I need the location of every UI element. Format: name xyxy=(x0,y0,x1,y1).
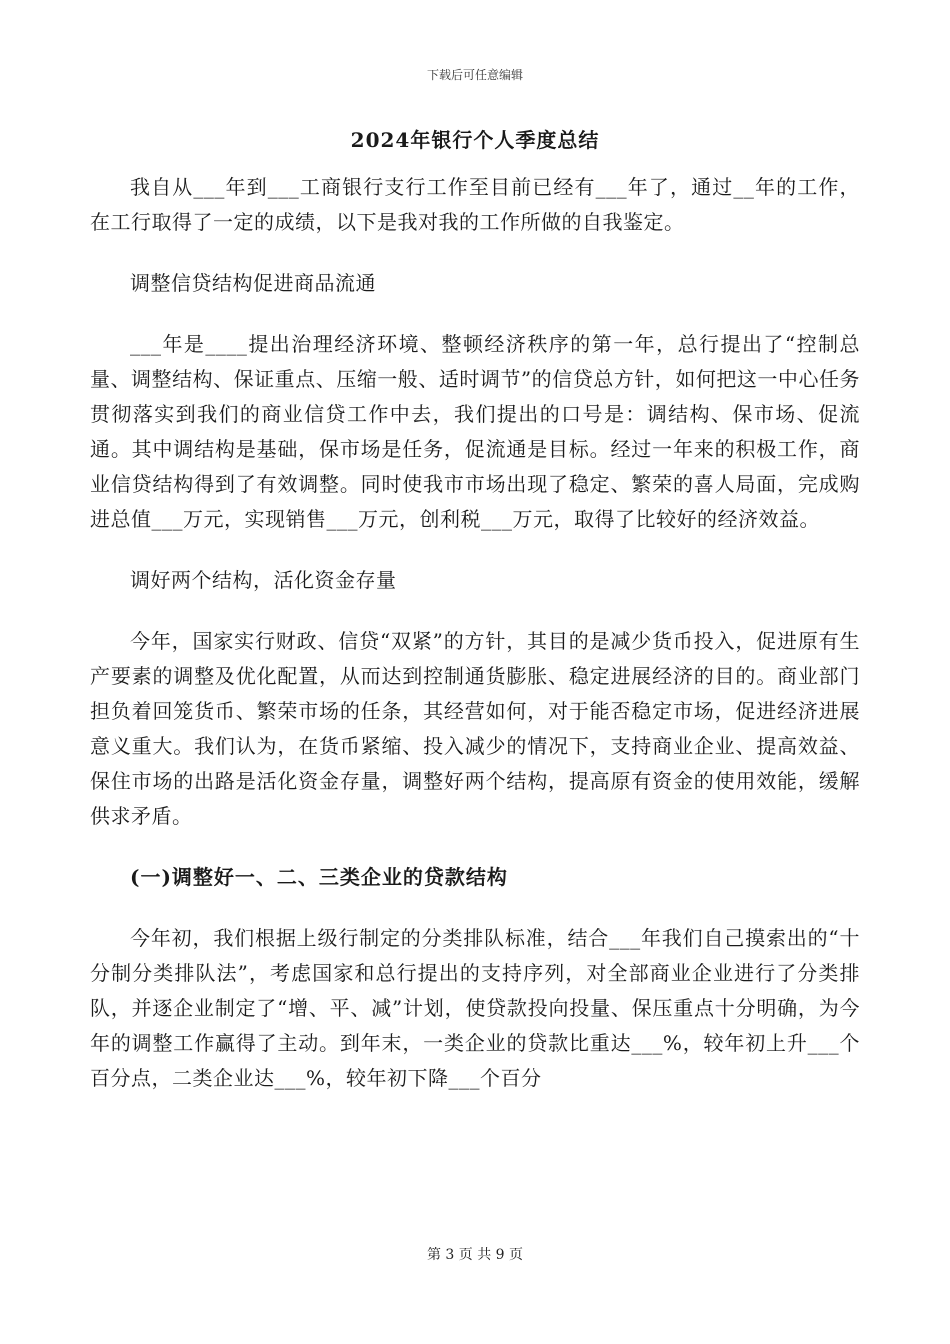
subheading-two-structures: 调好两个结构，活化资金存量 xyxy=(130,568,397,592)
paragraph-credit-policy: ___年是____提出治理经济环境、整顿经济秩序的第一年，总行提出了“控制总量、调整结构、保证重点、压缩一般、适时调节”的信贷总方针，如何把这一中心任务贯彻落实到我们的商业信贷工作中去，我们提出的口号是：调结构、保市场、促流通。其中调结构是基础，保市场是任务，促流通是目标。经过一年来的积极工作，商业信贷结构得到了有效调整。同时使我市市场出现了稳定、繁荣的喜人局面，完成购进总值___万元，实现销售___万元，创利税___万元，取得了比较好的经济效益。 xyxy=(90,332,860,531)
page-number-footer: 第 3 页 共 9 页 xyxy=(426,1247,524,1263)
document-title: 2024年银行个人季度总结 xyxy=(350,128,600,152)
paragraph-classification: 今年初，我们根据上级行制定的分类排队标准，结合___年我们自己摸索出的“十分制分类排队法”，考虑国家和总行提出的支持序列，对全部商业企业进行了分类排队，并逐企业制定了“增、平、减”计划，使贷款投向投量、保压重点十分明确，为今年的调整工作赢得了主动。到年末，一类企业的贷款比重达___%，较年初上升___个百分点，二类企业达___%，较年初下降___个百分 xyxy=(90,926,860,1090)
paragraph-intro: 我自从___年到___工商银行支行工作至目前已经有___年了，通过__年的工作，在工行取得了一定的成绩，以下是我对我的工作所做的自我鉴定。 xyxy=(90,175,860,234)
section-heading-loan-structure: (一)调整好一、二、三类企业的贷款结构 xyxy=(130,865,508,889)
subheading-credit-structure: 调整信贷结构促进商品流通 xyxy=(130,271,376,295)
document-body xyxy=(90,170,860,1122)
page-header-note: 下载后可任意编辑 xyxy=(426,68,523,82)
paragraph-double-tight: 今年，国家实行财政、信贷“双紧”的方针，其目的是减少货币投入，促进原有生产要素的调整及优化配置，从而达到控制通货膨胀、稳定进展经济的目的。商业部门担负着回笼货币、繁荣市场的任条，其经营如何，对于能否稳定市场，促进经济进展意义重大。我们认为，在货币紧缩、投入减少的情况下，支持商业企业、提高效益、保住市场的出路是活化资金存量，调整好两个结构，提高原有资金的使用效能，缓解供求矛盾。 xyxy=(90,629,860,828)
